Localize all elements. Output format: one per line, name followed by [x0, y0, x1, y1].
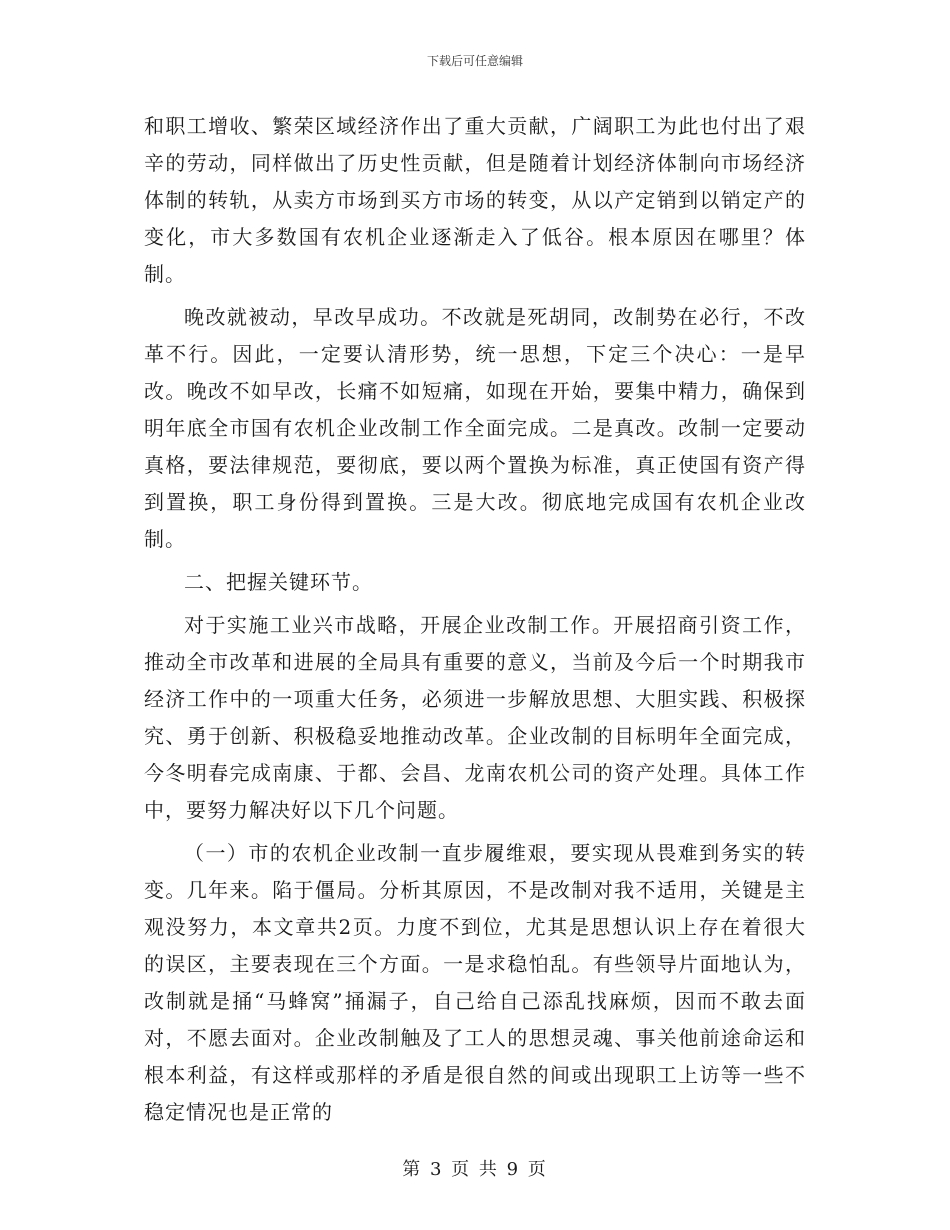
section-heading: 二、把握关键环节。: [184, 570, 373, 594]
paragraph-3: 对于实施工业兴市战略，开展企业改制工作。开展招商引资工作，推动全市改革和进展的全局具有重要的意义，当前及今后一个时期我市经济工作中的一项重大任务，必须进一步解放思想、大胆实践、积极探究、勇于创新、积极稳妥地推动改革。企业改制的目标明年全面完成，今冬明春完成南康、于都、会昌、龙南农机公司的资产处理。具体工作中，要努力解决好以下几个问题。: [144, 613, 806, 822]
paragraph-4: （一）市的农机企业改制一直步履维艰，要实现从畏难到务实的转变。几年来。陷于僵局。分析其原因，不是改制对我不适用，关键是主观没努力，本文章共2页。力度不到位，尤其是思想认识上存在着很大的误区，主要表现在三个方面。一是求稳怕乱。有些领导片面地认为，改制就是捅“马蜂窝”捅漏子，自己给自己添乱找麻烦，因而不敢去面对，不愿去面对。企业改制触及了工人的思想灵魂、事关他前途命运和根本利益，有这样或那样的矛盾是很自然的间或出现职工上访等一些不稳定情况也是正常的: [144, 841, 806, 1124]
paragraph-2: 晚改就被动，早改早成功。不改就是死胡同，改制势在必行，不改革不行。因此，一定要认清形势，统一思想，下定三个决心：一是早改。晚改不如早改，长痛不如短痛，如现在开始，要集中精力，确保到明年底全市国有农机企业改制工作全面完成。二是真改。改制一定要动真格，要法律规范，要彻底，要以两个置换为标准，真正使国有资产得到置换，职工身份得到置换。三是大改。彻底地完成国有农机企业改制。: [144, 305, 806, 551]
document-body: [144, 108, 806, 1131]
page-footer: 第 3 页 共 9 页: [402, 1159, 548, 1180]
paragraph-1: 和职工增收、繁荣区域经济作出了重大贡献，广阔职工为此也付出了艰辛的劳动，同样做出了历史性贡献，但是随着计划经济体制向市场经济体制的转轨，从卖方市场到买方市场的转变，从以产定销到以销定产的变化，市大多数国有农机企业逐渐走入了低谷。根本原因在哪里？体制。: [144, 114, 806, 286]
page-header: 下载后可任意编辑: [426, 54, 523, 68]
